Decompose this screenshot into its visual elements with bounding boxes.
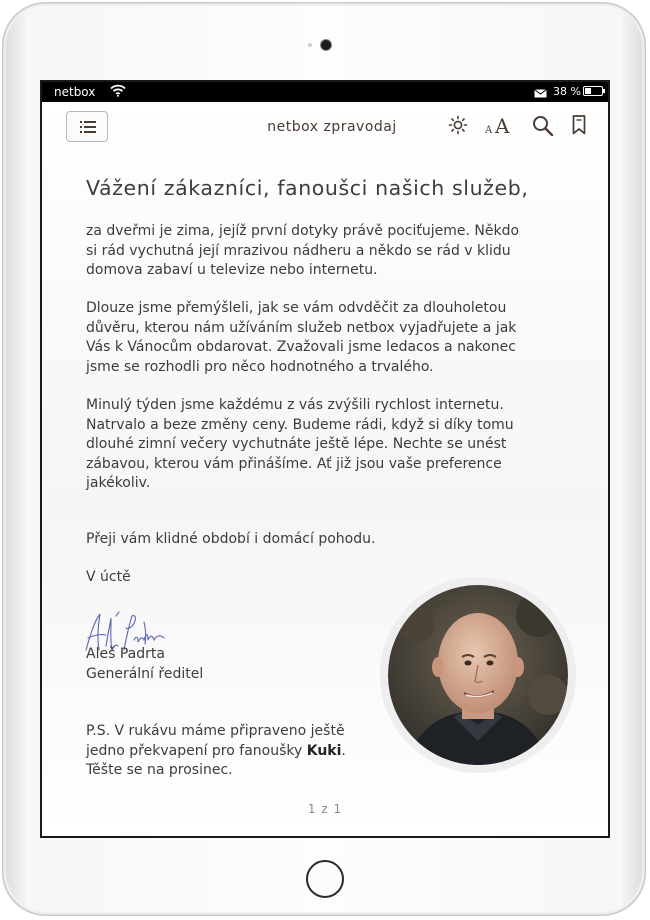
text-fragment: jedno překvapení pro fanoušky [86,742,307,759]
text-line: Těšte se na prosinec. [86,762,233,778]
home-button[interactable] [306,860,344,898]
font-size-icon[interactable] [485,114,515,140]
brightness-icon[interactable] [448,115,468,139]
page-indicator: 1 z 1 [307,802,343,816]
text-line: důvěru, kterou nám užíváním služeb netbox vyjadřujete a jak [86,319,517,336]
svg-text:A: A [495,114,510,136]
svg-text:A: A [485,125,493,136]
signer-title: Generální ředitel [86,666,204,682]
signer-name: Aleš Padrta [86,646,165,662]
paragraph-1 [86,222,519,281]
reader-toolbar [42,102,608,154]
text-line: dlouhé zimní večery vychutnáte ještě lépe. Nechte se unést [86,436,507,452]
battery-icon [583,86,603,96]
publication-title: netbox zpravodaj [267,119,397,135]
screen [40,80,610,838]
closing-salutation: V úctě [86,569,131,585]
list-icon [80,121,96,133]
carrier-label: netbox [54,85,96,99]
battery-fill [585,88,591,94]
letter-greeting: Vážení zákazníci, fanoušci našich služeb, [86,176,529,200]
text-line: jakékoliv. [86,475,151,491]
paragraph-3 [86,396,514,494]
text-line: Minulý týden jsme každému z vás zvýšili rychlost internetu. [86,397,504,413]
status-bar [42,82,608,102]
brand-name: Kuki [306,742,342,759]
reader-page [42,102,608,836]
wifi-icon [110,84,126,100]
paragraph-2 [86,299,516,377]
battery-percent: 38 % [553,85,581,98]
text-fragment: . [341,742,346,759]
text-line [86,742,346,762]
bookmark-icon[interactable] [572,115,586,139]
text-line: domova zabaví u televize nebo internetu. [86,262,378,278]
menu-button[interactable] [66,111,108,142]
postscript [86,722,346,781]
text-line: Vás k Vánocům obdarovat. Zvažovali jsme ledacos a nakonec [86,339,516,355]
text-line: Dlouze jsme přemýšleli, jak se vám odvděčit za dlouholetou [86,300,507,316]
proximity-sensor [308,43,312,47]
closing-wish: Přeji vám klidné období i domácí pohodu. [86,531,376,547]
mail-icon [534,87,547,101]
search-icon[interactable] [532,115,554,141]
front-camera [321,40,331,50]
text-line: Natrvalo a beze změny ceny. Budeme rádi, když si díky tomu [86,416,514,433]
text-line: zábavou, kterou vám přinášíme. Ať již jsou vaše preference [86,455,502,472]
author-portrait [388,585,568,765]
text-line: si rád vychutná její mrazivou nádheru a někdo se rád v klidu [86,242,511,259]
text-line: jsme se rozhodli pro něco hodnotného a trvalého. [86,358,434,375]
text-line: za dveřmi je zima, jejíž první dotyky právě pociťujeme. Někdo [86,223,520,239]
text-line: P.S. V rukávu máme připraveno ještě [86,723,345,739]
